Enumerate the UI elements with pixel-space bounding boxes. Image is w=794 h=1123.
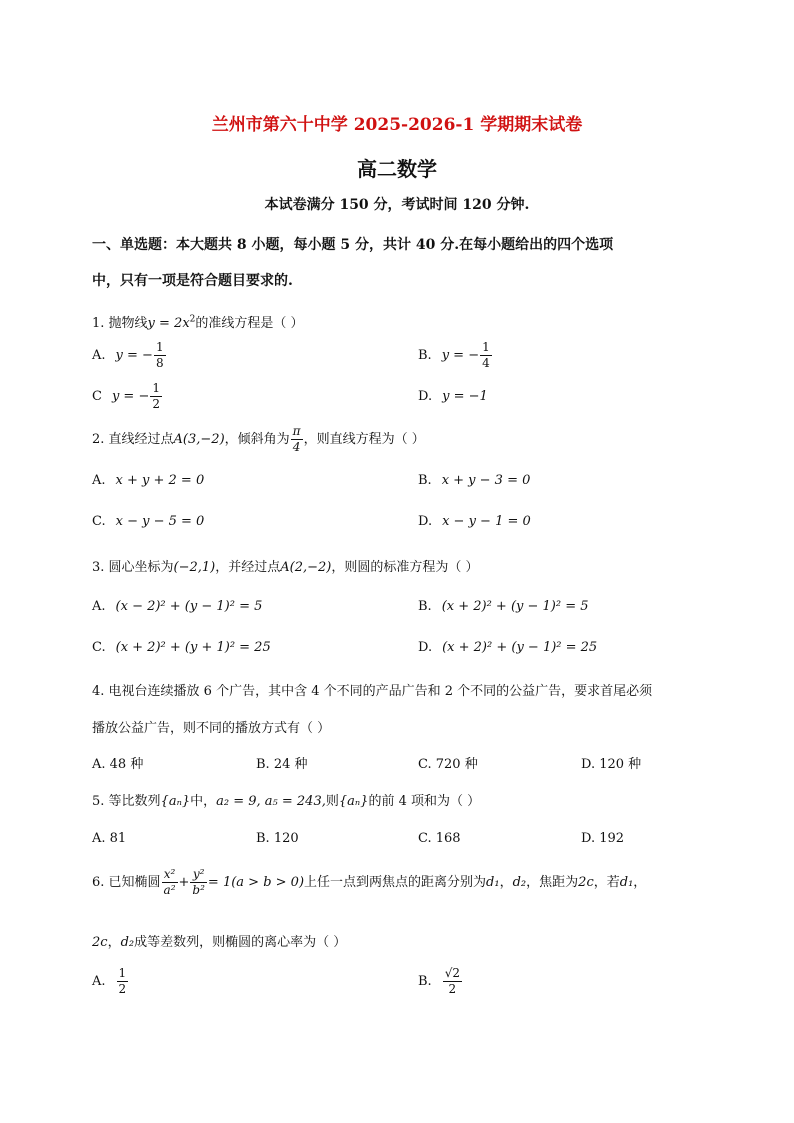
q3-option-c bbox=[92, 640, 271, 655]
q1-expr-sup: 2 bbox=[189, 314, 196, 325]
question-2-stem bbox=[92, 424, 425, 455]
q6-line2-text: 成等差数列，则椭圆的离心率为（ ） bbox=[134, 935, 347, 950]
q6-frac1-num: x² bbox=[162, 867, 178, 883]
q3-option-b bbox=[418, 599, 589, 614]
q4-option-c: C. 720 种 bbox=[418, 757, 478, 772]
q3-option-a bbox=[92, 599, 262, 614]
q5-stem-d: 的前 4 项和为（ ） bbox=[368, 794, 481, 809]
q6-cond: = 1(a > b > 0) bbox=[207, 875, 305, 890]
q1-option-d bbox=[418, 389, 488, 404]
q6-sep: ， bbox=[499, 875, 513, 890]
q3-option-a-text: (x − 2)² + (y − 1)² = 5 bbox=[115, 599, 263, 614]
q1-stem-a: 1. 抛物线 bbox=[92, 316, 148, 331]
q2-option-b-text: x + y − 3 = 0 bbox=[441, 473, 531, 488]
q6-option-a bbox=[92, 966, 129, 997]
q6-option-b bbox=[418, 966, 463, 997]
q6-option-a-den: 2 bbox=[118, 982, 127, 996]
q1-stem-b: 的准线方程是（ ） bbox=[195, 316, 304, 331]
q6-line2-2c: 2c bbox=[92, 935, 108, 950]
question-6-line2 bbox=[92, 931, 346, 950]
q3-point: A(2,−2) bbox=[280, 560, 332, 575]
question-4-line2: 播放公益广告，则不同的播放方式有（ ） bbox=[92, 721, 331, 736]
q2-option-c bbox=[92, 514, 204, 529]
q1-option-d-label: D. bbox=[418, 389, 433, 404]
q1-option-d-text: y = −1 bbox=[442, 389, 488, 404]
q5-stem-a: 5. 等比数列 bbox=[92, 794, 161, 809]
q6-d1: d₁ bbox=[486, 875, 500, 890]
q5-option-a: A. 81 bbox=[92, 831, 127, 846]
q1-option-c-den: 2 bbox=[152, 397, 160, 411]
section-heading-line2: 中，只有一项是符合题目要求的. bbox=[92, 273, 293, 289]
question-1-stem bbox=[92, 312, 304, 331]
q6-d2: d₂ bbox=[512, 875, 527, 890]
question-3-stem bbox=[92, 556, 479, 575]
q6-option-a-label: A. bbox=[92, 974, 106, 989]
q1-option-b-pre: y = − bbox=[441, 348, 480, 363]
q1-option-a-num: 1 bbox=[155, 340, 164, 354]
q6-option-a-num: 1 bbox=[118, 966, 127, 980]
q3-option-c-text: (x + 2)² + (y + 1)² = 25 bbox=[115, 640, 271, 655]
q2-stem-b: ，倾斜角为 bbox=[224, 432, 290, 447]
q3-center: (−2,1) bbox=[173, 560, 216, 575]
q6-d1b: d₁ bbox=[619, 875, 634, 890]
q1-option-b bbox=[418, 340, 493, 371]
q2-option-b bbox=[418, 473, 530, 488]
q3-option-a-label: A. bbox=[92, 599, 106, 614]
q2-point: A(3,−2) bbox=[173, 432, 225, 447]
q6-2c: 2c bbox=[578, 875, 594, 890]
q6-line2-d2: d₂ bbox=[120, 935, 135, 950]
q6-frac2-den: b² bbox=[192, 883, 205, 897]
q6-option-b-num: √2 bbox=[444, 966, 460, 980]
exam-note: 本试卷满分 150 分，考试时间 120 分钟. bbox=[264, 197, 530, 213]
q3-stem-c: ，则圆的标准方程为（ ） bbox=[331, 560, 479, 575]
q4-option-b: B. 24 种 bbox=[256, 757, 308, 772]
q3-stem-b: ，并经过点 bbox=[215, 560, 281, 575]
q6-comma: ， bbox=[633, 875, 647, 890]
q6-plus: + bbox=[178, 875, 190, 890]
q2-option-c-text: x − y − 5 = 0 bbox=[115, 514, 205, 529]
q6-frac2-num: y² bbox=[190, 867, 207, 883]
question-4-line1: 4. 电视台连续播放 6 个广告，其中含 4 个不同的产品广告和 2 个不同的公益广告，要求首尾必须 bbox=[92, 684, 653, 699]
q5-stem-b: 中， bbox=[190, 794, 217, 809]
q5-option-b: B. 120 bbox=[256, 831, 299, 846]
q2-angle-num: π bbox=[292, 424, 301, 438]
q2-option-d-text: x − y − 1 = 0 bbox=[442, 514, 531, 529]
q2-option-a bbox=[92, 473, 204, 488]
q5-seq2: {aₙ} bbox=[338, 794, 369, 809]
question-6-line1 bbox=[92, 867, 646, 898]
q3-option-b-label: B. bbox=[418, 599, 432, 614]
q1-option-a-den: 8 bbox=[155, 356, 164, 370]
q2-option-d-label: D. bbox=[418, 514, 433, 529]
q6-stem-d: ，若 bbox=[593, 875, 620, 890]
q6-option-b-label: B. bbox=[418, 974, 432, 989]
question-5-stem bbox=[92, 790, 480, 809]
q6-stem-a: 6. 已知椭圆 bbox=[92, 875, 161, 890]
q6-option-b-den: 2 bbox=[448, 982, 457, 996]
q1-option-c-num: 1 bbox=[152, 381, 160, 395]
q6-frac1-den: a² bbox=[163, 883, 176, 897]
q5-option-d: D. 192 bbox=[581, 831, 625, 846]
q1-option-b-label: B. bbox=[418, 348, 432, 363]
q5-option-c: C. 168 bbox=[418, 831, 461, 846]
q1-option-a-pre: y = − bbox=[115, 348, 153, 363]
q2-option-d bbox=[418, 514, 531, 529]
exam-title: 兰州市第六十中学 2025-2026-1 学期期末试卷 bbox=[211, 115, 583, 135]
q4-option-d: D. 120 种 bbox=[581, 757, 642, 772]
q2-option-c-label: C. bbox=[92, 514, 106, 529]
q1-option-c-label: C bbox=[92, 389, 102, 404]
q1-option-a bbox=[92, 340, 167, 371]
q3-option-c-label: C. bbox=[92, 640, 106, 655]
section-heading-line1: 一、单选题：本大题共 8 小题，每小题 5 分，共计 40 分.在每小题给出的四个选项 bbox=[92, 237, 614, 253]
q4-option-a: A. 48 种 bbox=[92, 757, 144, 772]
q6-stem-b: 上任一点到两焦点的距离分别为 bbox=[304, 875, 487, 890]
q2-angle-den: 4 bbox=[292, 440, 301, 454]
q2-option-a-text: x + y + 2 = 0 bbox=[115, 473, 205, 488]
q1-expr: y = 2x bbox=[147, 316, 190, 331]
q1-option-c-pre: y = − bbox=[111, 389, 150, 404]
q1-option-c bbox=[92, 381, 163, 412]
q3-option-d bbox=[418, 640, 597, 655]
q6-line2-sep: ， bbox=[107, 935, 121, 950]
q1-option-b-num: 1 bbox=[482, 340, 490, 354]
q3-option-b-text: (x + 2)² + (y − 1)² = 5 bbox=[441, 599, 589, 614]
q5-seq: {aₙ} bbox=[160, 794, 191, 809]
q3-option-d-label: D. bbox=[418, 640, 433, 655]
q1-option-a-label: A. bbox=[92, 348, 106, 363]
q2-option-b-label: B. bbox=[418, 473, 432, 488]
q2-stem-a: 2. 直线经过点 bbox=[92, 432, 174, 447]
q5-stem-c: 则 bbox=[325, 794, 339, 809]
q5-cond: a₂ = 9, a₅ = 243, bbox=[216, 794, 326, 809]
q1-option-b-den: 4 bbox=[482, 356, 490, 370]
q2-option-a-label: A. bbox=[92, 473, 106, 488]
q2-stem-c: ，则直线方程为（ ） bbox=[303, 432, 425, 447]
q3-option-d-text: (x + 2)² + (y − 1)² = 25 bbox=[442, 640, 598, 655]
q6-stem-c: ，焦距为 bbox=[526, 875, 579, 890]
q3-stem-a: 3. 圆心坐标为 bbox=[92, 560, 174, 575]
exam-subtitle: 高二数学 bbox=[357, 157, 437, 181]
